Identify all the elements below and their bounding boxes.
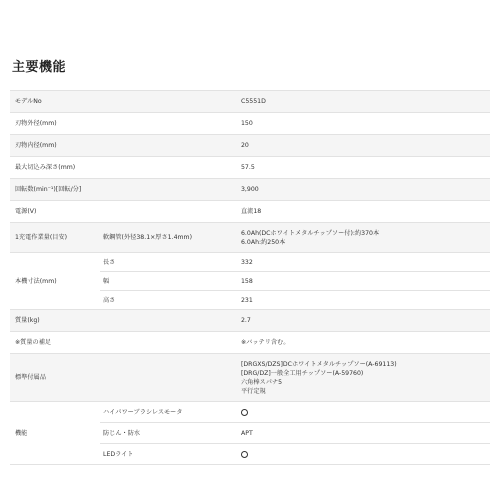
spec-value: 6.0Ah(DCホワイトメタルチップソー付):約370本: [241, 229, 380, 237]
spec-table: [10, 90, 490, 465]
spec-value: 332: [241, 258, 253, 266]
spec-value: [DRGXS/DZS]DCホワイトメタルチップソー(A-69113): [241, 360, 397, 368]
spec-label: 回転数(min⁻¹)[回転/分]: [15, 186, 82, 193]
spec-sublabel: ハイパワーブラシレスモータ: [103, 408, 183, 416]
spec-row-rpm: [10, 179, 490, 201]
spec-value-list: [238, 354, 490, 401]
spec-value: 231: [241, 296, 253, 304]
spec-label: 標準付属品: [15, 374, 46, 381]
spec-label: 本機寸法(mm): [15, 277, 57, 285]
spec-value: [238, 444, 490, 464]
spec-subrow-length: [100, 253, 490, 271]
spec-row-model: [10, 91, 490, 113]
spec-value: 57.5: [241, 164, 255, 171]
spec-row-blade-outer: [10, 113, 490, 135]
spec-row-work-per-charge: [10, 223, 490, 253]
spec-subrow-led-light: [100, 443, 490, 464]
circle-icon: [241, 409, 248, 416]
spec-value: 平行定規: [241, 387, 266, 395]
spec-value: 158: [241, 277, 253, 285]
spec-value: 六角棒スパナ5: [241, 378, 283, 386]
spec-label: モデルNo: [15, 98, 42, 105]
spec-group-features: [10, 402, 490, 465]
spec-label: 1充電作業量(目安): [15, 234, 68, 241]
spec-label: 刃物内径(mm): [15, 142, 57, 149]
spec-value: 6.0Ah:約250本: [241, 238, 286, 246]
spec-row-accessories: [10, 354, 490, 402]
spec-label: 質量(kg): [15, 317, 40, 324]
spec-row-cut-depth: [10, 157, 490, 179]
spec-row-blade-inner: [10, 135, 490, 157]
spec-row-mass: [10, 310, 490, 332]
spec-value: C5551D: [241, 98, 266, 105]
spec-value: 20: [241, 142, 249, 149]
spec-value: APT: [241, 429, 253, 437]
spec-subrow-dustproof: [100, 422, 490, 443]
spec-label: 電源(V): [15, 208, 37, 215]
spec-label: 最大切込み深さ(mm): [15, 164, 76, 171]
spec-label: 刃物外径(mm): [15, 120, 57, 127]
circle-icon: [241, 451, 248, 458]
spec-value-list: [238, 223, 490, 252]
spec-value: 150: [241, 120, 253, 127]
spec-sublabel: 長さ: [103, 258, 116, 266]
spec-value: [238, 402, 490, 422]
spec-label: 機能: [15, 429, 28, 437]
spec-label: ※質量の補足: [15, 339, 52, 346]
spec-subrow-brushless-motor: [100, 402, 490, 422]
spec-row-power: [10, 201, 490, 223]
spec-subrow-height: [100, 290, 490, 309]
spec-value: 3,900: [241, 186, 259, 193]
page-title: 主要機能: [12, 60, 67, 75]
spec-sublabel: 防じん・防水: [103, 429, 141, 437]
spec-value: ※バッテリ含む。: [241, 339, 290, 346]
spec-sublabel: LEDライト: [103, 450, 134, 458]
spec-value: [DRG/DZ]一般全工用チップソー(A-59760): [241, 369, 364, 377]
spec-value: 2.7: [241, 317, 251, 324]
spec-value: 直流18: [241, 208, 262, 215]
spec-row-mass-note: [10, 332, 490, 354]
spec-sublabel: 幅: [103, 277, 110, 285]
spec-subrow-width: [100, 271, 490, 290]
spec-sublabel: 高さ: [103, 296, 116, 304]
spec-group-dimensions: [10, 253, 490, 310]
spec-sublabel: 軟鋼管(外径38.1×厚さ1.4mm): [103, 234, 192, 241]
